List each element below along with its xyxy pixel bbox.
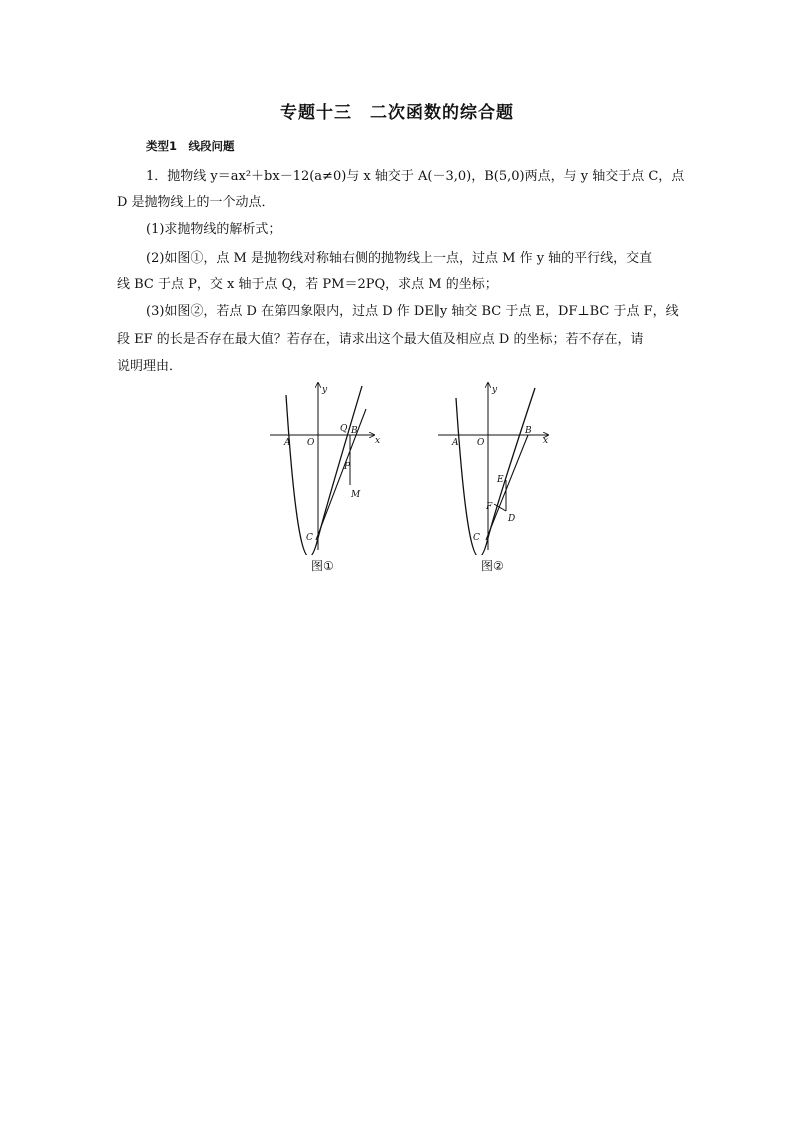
label-a: A [284,438,291,448]
line-bc [486,435,528,540]
figure-1-caption: 图① [311,559,334,573]
question-3-line-2: 段 EF 的长是否存在最大值？若存在，请求出这个最大值及相应点 D 的坐标；若不存在，请 [117,332,644,347]
question-2-line-2: 线 BC 于点 P，交 x 轴于点 Q，若 PM＝2PQ，求点 M 的坐标； [117,277,498,292]
page-title: 专题十三 二次函数的综合题 [280,103,514,123]
problem-line-2: D 是抛物线上的一个动点． [117,195,275,210]
figure-2-diagram [432,380,552,555]
figure-1-diagram [264,380,384,555]
problem-line-1: 1．抛物线 y＝ax²＋bx－12(a≠0)与 x 轴交于 A(－3,0)，B(5,0)两点，与 y 轴交于点 C，点 [146,169,685,184]
label-c: C [473,533,480,543]
label-b: B [351,426,358,436]
question-1: (1)求抛物线的解析式； [146,222,282,237]
label-y: y [322,385,328,395]
section-heading: 类型1 线段问题 [146,139,235,153]
label-f: F [486,502,493,512]
label-e: E [497,475,504,485]
question-2-line-1: (2)如图①，点 M 是抛物线对称轴右侧的抛物线上一点，过点 M 作 y 轴的平行线，交直 [146,251,653,266]
label-o: O [477,438,485,448]
label-d: D [508,514,516,524]
figure-2-caption: 图② [481,559,504,573]
label-y: y [492,385,498,395]
label-x: x [375,436,381,446]
label-q: Q [340,424,348,434]
label-m: M [351,490,361,500]
question-3-line-3: 说明理由． [117,359,183,374]
parabola [456,388,535,555]
label-p: P [344,462,351,472]
parabola [286,386,362,555]
label-a: A [452,438,459,448]
label-b: B [525,426,532,436]
label-o: O [307,438,315,448]
question-3-line-1: (3)如图②，若点 D 在第四象限内，过点 D 作 DE∥y 轴交 BC 于点 E，DF⊥BC 于点 F，线 [146,304,679,319]
label-x: x [543,436,549,446]
label-c: C [306,533,313,543]
